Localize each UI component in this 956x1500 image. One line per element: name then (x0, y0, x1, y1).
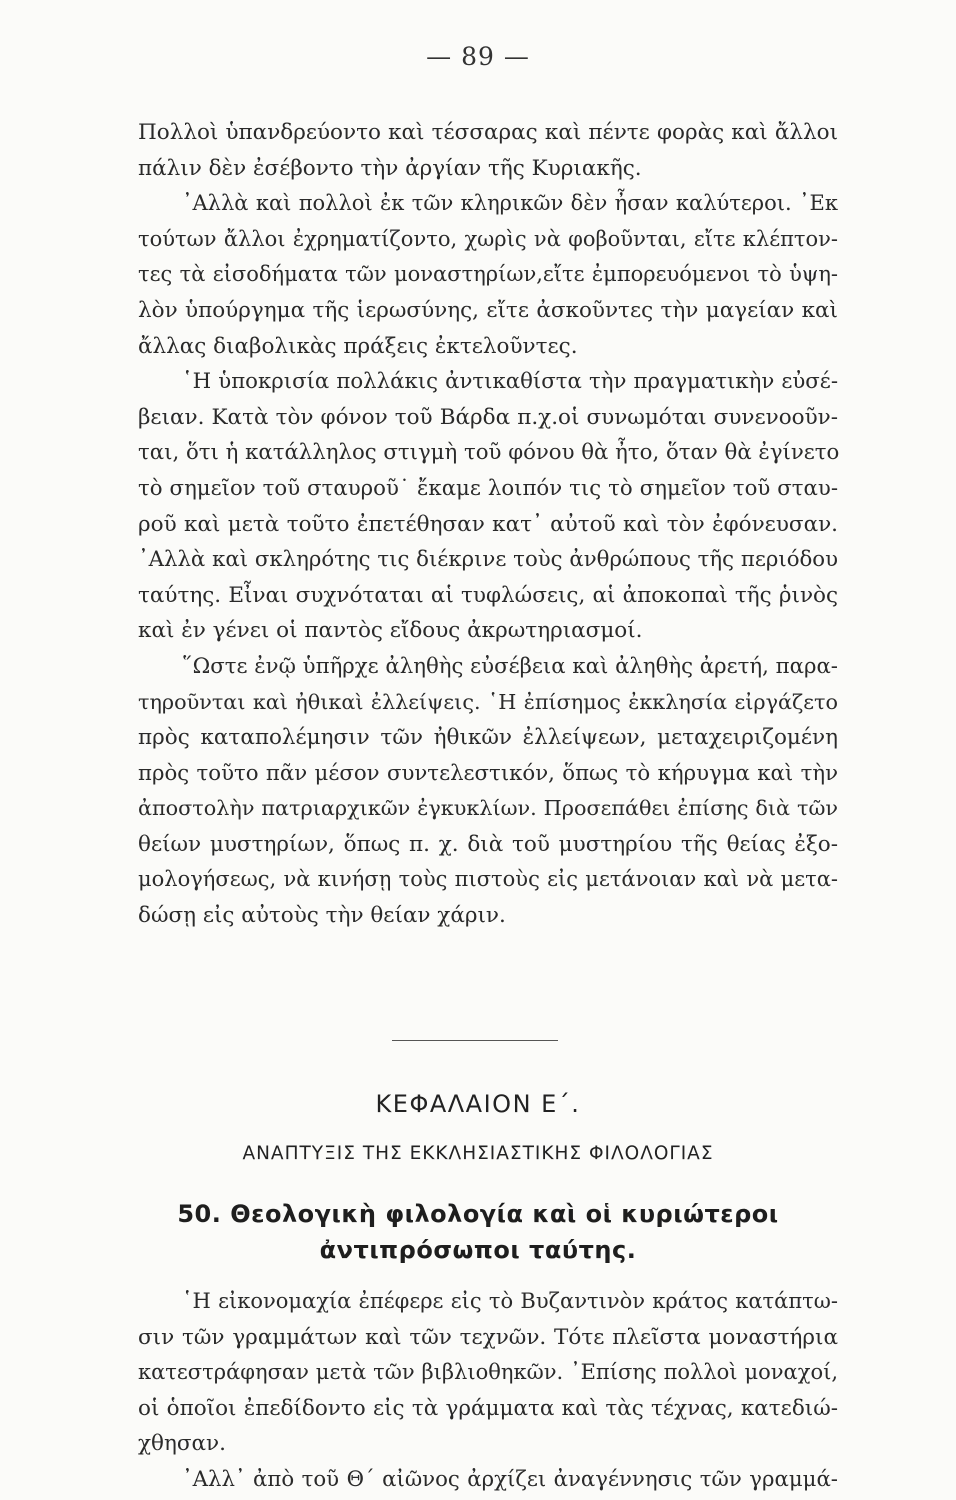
page-number: — 89 — (426, 42, 530, 71)
text-line: βειαν. Κατὰ τὸν φόνον τοῦ Βάρδα π.χ.οἱ συνωμόται συνενοοῦν- (138, 404, 838, 430)
section-heading: 50. Θεολογικὴ φιλολογία καὶ οἱ κυριώτεροι (177, 1200, 779, 1228)
text-line: καὶ ἐν γένει οἱ παντὸς εἴδους ἀκρωτηριασμοί. (138, 618, 643, 644)
text-line: πρὸς τοῦτο πᾶν μέσον συντελεστικόν, ὅπως τὸ κήρυγμα καὶ τὴν (138, 760, 838, 786)
text-line: λὸν ὑπούργημα τῆς ἱερωσύνης, εἴτε ἀσκοῦντες τὴν μαγείαν καὶ (138, 297, 838, 323)
body-text-bottom (138, 1284, 838, 1498)
chapter-subtitle: ΑΝΑΠΤΥΞΙΣ ΤΗΣ ΕΚΚΛΗΣΙΑΣΤΙΚΗΣ ΦΙΛΟΛΟΓΙΑΣ (242, 1143, 714, 1164)
body-text-top (138, 115, 838, 934)
text-line: Πολλοὶ ὑπανδρεύοντο καὶ τέσσαρας καὶ πέντε φορὰς καὶ ἄλλοι (138, 120, 838, 145)
text-line: θείων μυστηρίων, ὅπως π. χ. διὰ τοῦ μυστηρίου τῆς θείας ἐξο- (138, 831, 838, 857)
text-line: δώσῃ εἰς αὐτοὺς τὴν θείαν χάριν. (138, 903, 506, 929)
text-line: κατεστράφησαν μετὰ τῶν βιβλιοθηκῶν. ᾿Επίσης πολλοὶ μοναχοί, (138, 1360, 838, 1385)
text-line: ροῦ καὶ μετὰ τοῦτο ἐπετέθησαν κατ᾿ αὐτοῦ καὶ τὸν ἐφόνευσαν. (138, 511, 838, 537)
text-line: ᾿Αλλὰ καὶ σκληρότης τις διέκρινε τοὺς ἀνθρώπους τῆς περιόδου (138, 547, 838, 573)
text-line: πάλιν δὲν ἐσέβοντο τὴν ἀργίαν τῆς Κυριακῆς. (138, 155, 642, 181)
text-line: τηροῦνται καὶ ἠθικαὶ ἐλλείψεις. ῾Η ἐπίσημος ἐκκλησία εἰργάζετο (138, 689, 838, 714)
text-line: ῾Η ὑποκρισία πολλάκις ἀντικαθίστα τὴν πραγματικὴν εὐσέ- (182, 369, 838, 395)
text-line: ται, ὅτι ἡ κατάλληλος στιγμὴ τοῦ φόνου θὰ ἦτο, ὅταν θὰ ἐγίνετο (138, 440, 840, 466)
text-line: ταύτης. Εἶναι συχνόταται αἱ τυφλώσεις, αἱ ἀποκοπαὶ τῆς ῥινὸς (138, 582, 838, 608)
text-line: ᾿Αλλ᾿ ἀπὸ τοῦ Θ΄ αἰῶνος ἀρχίζει ἀναγέννησις τῶν γραμμά- (182, 1466, 838, 1492)
text-line: τὸ σημεῖον τοῦ σταυροῦ˙ ἔκαμε λοιπόν τις τὸ σημεῖον τοῦ σταυ- (138, 475, 838, 501)
text-line: τούτων ἄλλοι ἐχρηματίζοντο, χωρὶς νὰ φοβοῦνται, εἴτε κλέπτον- (138, 226, 838, 251)
chapter-title: ΚΕΦΑΛΑΙΟΝ Ε΄. (375, 1090, 581, 1118)
text-line: ἀποστολὴν πατριαρχικῶν ἐγκυκλίων. Προσεπάθει ἐπίσης διὰ τῶν (138, 796, 838, 821)
section-heading-continued: ἀντιπρόσωποι ταύτης. (319, 1236, 637, 1264)
text-line: ᾿Αλλὰ καὶ πολλοὶ ἐκ τῶν κληρικῶν δὲν ἦσαν καλύτεροι. ᾿Εκ (182, 191, 838, 216)
text-line: τες τὰ εἰσοδήματα τῶν μοναστηρίων,εἴτε ἐμπορευόμενοι τὸ ὑψη- (138, 262, 838, 287)
text-line: σιν τῶν γραμμάτων καὶ τῶν τεχνῶν. Τότε πλεῖστα μοναστήρια (138, 1324, 838, 1350)
text-line: χθησαν. (138, 1431, 226, 1457)
section-divider (392, 1040, 558, 1041)
text-line: πρὸς καταπολέμησιν τῶν ἠθικῶν ἐλλείψεων, μεταχειριζομένη (138, 725, 838, 751)
text-line: οἱ ὁποῖοι ἐπεδίδοντο εἰς τὰ γράμματα καὶ τὰς τέχνας, κατεδιώ- (138, 1395, 838, 1421)
text-line: ῾Η εἰκονομαχία ἐπέφερε εἰς τὸ Βυζαντινὸν κράτος κατάπτω- (182, 1289, 838, 1313)
text-line: ῞Ωστε ἐνῷ ὑπῆρχε ἀληθὴς εὐσέβεια καὶ ἀληθὴς ἀρετή, παρα- (182, 653, 838, 679)
text-line: ἄλλας διαβολικὰς πράξεις ἐκτελοῦντες. (138, 333, 578, 359)
text-line: μολογήσεως, νὰ κινήσῃ τοὺς πιστοὺς εἰς μετάνοιαν καὶ νὰ μετα- (138, 867, 838, 892)
